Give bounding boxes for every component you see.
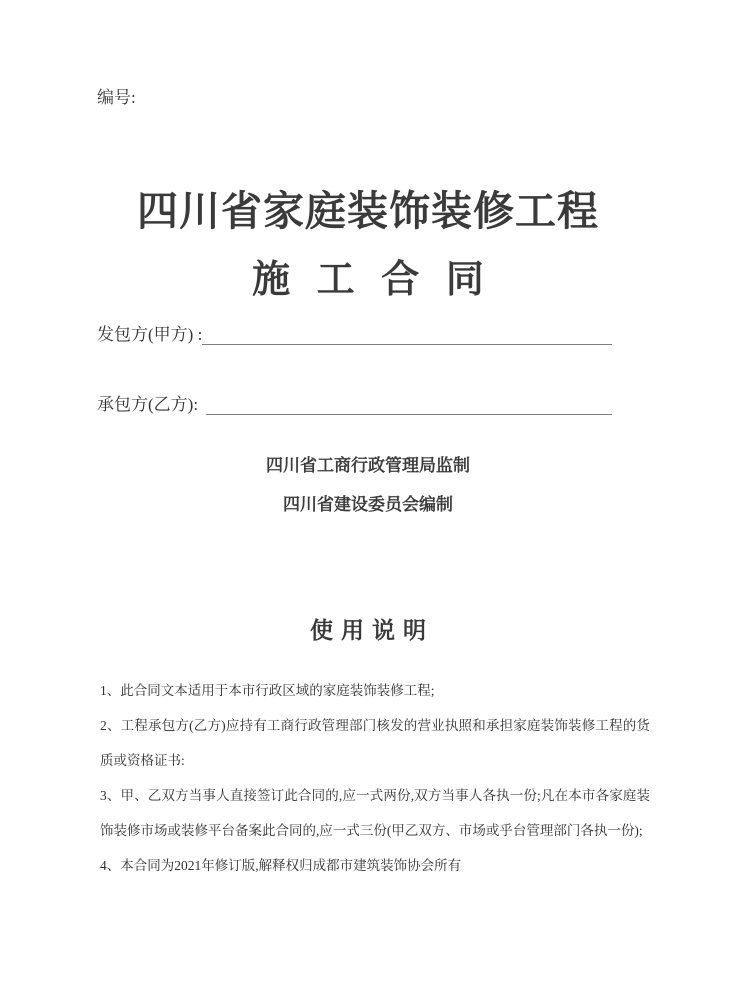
usage-item-2: 2、工程承包方(乙方)应持有工商行政管理部门核发的营业执照和承担家庭装饰装修工程的货质或资格证书: xyxy=(100,718,650,768)
serial-number-label: 编号: xyxy=(97,88,136,107)
contract-title-line2: 施 工 合 同 xyxy=(252,259,484,301)
supervisor-line: 四川省工商行政管理局监制 xyxy=(266,456,470,475)
contract-title-line1: 四川省家庭装饰装修工程 xyxy=(137,188,599,234)
party-a-row xyxy=(97,322,612,347)
party-b-label: 承包方(乙方): xyxy=(97,395,199,414)
usage-item-3: 3、甲、乙双方当事人直接签订此合同的,应一式两份,双方当事人各执一份;凡在本市各家庭装饰装修市场或装修平台备案此合同的,应一式三份(甲乙双方、市场或乎台管理部门各执一份); xyxy=(100,788,650,838)
usage-instructions-list xyxy=(100,673,650,883)
party-a-fill-in-line xyxy=(202,322,612,345)
party-b-row xyxy=(97,392,612,417)
compiler-line: 四川省建设委员会编制 xyxy=(283,495,453,514)
usage-item-1: 1、此合同文本适用于本市行政区域的家庭装饰装修工程; xyxy=(100,683,435,698)
usage-item-4: 4、本合同为2021年修订版,解释权归成都市建筑装饰协会所有 xyxy=(100,858,462,873)
party-a-label: 发包方(甲方) : xyxy=(97,325,203,344)
usage-instructions-heading: 使用说明 xyxy=(310,617,434,643)
party-b-fill-in-line xyxy=(206,392,612,415)
